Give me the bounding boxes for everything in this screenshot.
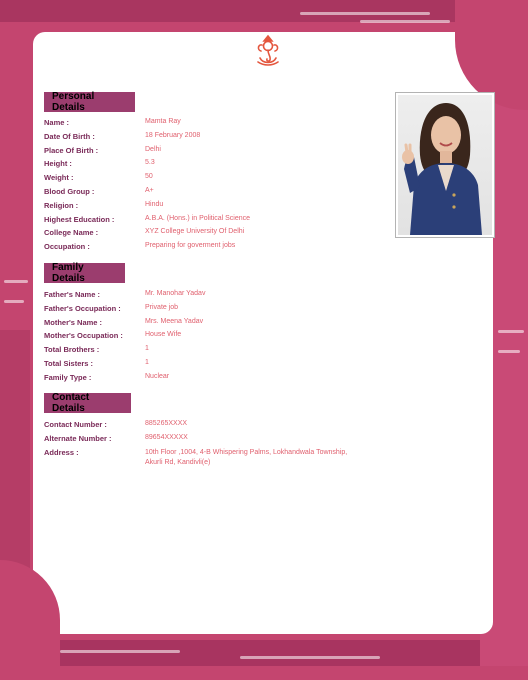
personal-detail-row	[44, 215, 374, 227]
personal-detail-value: 18 February 2008	[145, 131, 201, 139]
background-band	[0, 640, 528, 666]
family-detail-row	[44, 331, 374, 343]
personal-detail-value: A.B.A. (Hons.) in Political Science	[145, 214, 251, 222]
personal-detail-row	[44, 118, 374, 130]
family-detail-label: Mother's Name :	[44, 317, 103, 327]
background-band	[0, 0, 528, 22]
personal-detail-label: Name :	[44, 118, 70, 127]
contact-detail-label: Alternate Number :	[44, 433, 112, 443]
contact-detail-value: 885265XXXX	[145, 420, 188, 427]
family-detail-value: Mr. Manohar Yadav	[145, 290, 206, 297]
family-detail-value: 1	[145, 359, 149, 366]
brush-streak	[60, 650, 180, 653]
brush-streak	[300, 12, 430, 15]
family-detail-value: Private job	[145, 303, 179, 311]
family-detail-row	[44, 318, 374, 330]
personal-detail-value: 5.3	[145, 159, 155, 167]
brush-streak	[498, 350, 520, 353]
personal-detail-row	[44, 201, 374, 213]
contact-detail-row	[44, 447, 374, 466]
family-detail-value: House Wife	[145, 331, 182, 339]
family-detail-value: Mrs. Meena Yadav	[145, 317, 204, 325]
family-detail-value: 1	[145, 345, 149, 353]
personal-detail-value: Hindu	[145, 200, 164, 208]
personal-detail-label: Weight :	[44, 173, 74, 183]
personal-detail-row	[44, 146, 374, 158]
personal-detail-label: Highest Education :	[44, 214, 115, 224]
family-detail-row	[44, 345, 374, 357]
personal-detail-row	[44, 242, 374, 254]
personal-detail-label: College Name :	[44, 228, 99, 238]
personal-detail-value: Delhi	[145, 145, 161, 153]
personal-detail-label: Religion :	[44, 200, 79, 210]
personal-detail-value: 50	[145, 173, 153, 181]
brush-streak	[498, 330, 524, 333]
family-details-header: Family Details	[44, 263, 125, 283]
personal-detail-label: Place Of Birth :	[44, 145, 99, 155]
personal-detail-value: A+	[145, 187, 154, 194]
personal-detail-label: Date Of Birth :	[44, 131, 95, 141]
brush-streak	[4, 300, 24, 303]
contact-details-header: Contact Details	[44, 393, 131, 413]
brush-streak	[4, 280, 28, 283]
personal-detail-value: XYZ College University Of Delhi	[145, 228, 245, 236]
profile-photo-frame	[395, 92, 495, 238]
family-detail-label: Father's Name :	[44, 290, 100, 299]
personal-detail-label: Height :	[44, 159, 72, 169]
contact-detail-value: 10th Floor ,1004, 4-B Whispering Palms, Lokhandwala Township, Akurli Rd, Kandivli(e)	[145, 448, 348, 466]
personal-detail-row	[44, 228, 374, 240]
personal-detail-row	[44, 187, 374, 199]
family-detail-row	[44, 373, 374, 385]
personal-detail-label: Blood Group :	[44, 187, 95, 196]
personal-detail-value: Preparing for goverment jobs	[145, 242, 236, 250]
personal-detail-value: Mamta Ray	[145, 118, 181, 125]
family-detail-label: Total Brothers :	[44, 345, 100, 355]
family-detail-row	[44, 304, 374, 316]
contact-detail-row	[44, 434, 374, 446]
personal-detail-label: Occupation :	[44, 242, 90, 252]
family-detail-label: Total Sisters :	[44, 359, 94, 368]
personal-detail-row	[44, 173, 374, 185]
brush-streak	[360, 20, 450, 23]
family-detail-row	[44, 359, 374, 371]
family-detail-label: Father's Occupation :	[44, 303, 121, 313]
family-detail-label: Mother's Occupation :	[44, 331, 123, 341]
personal-detail-row	[44, 159, 374, 171]
brush-streak	[240, 656, 380, 659]
contact-detail-label: Address :	[44, 447, 79, 457]
family-detail-row	[44, 290, 374, 302]
contact-detail-row	[44, 420, 374, 432]
family-detail-label: Family Type :	[44, 372, 92, 382]
personal-details-header: Personal Details	[44, 92, 135, 112]
family-detail-value: Nuclear	[145, 372, 170, 380]
personal-detail-row	[44, 132, 374, 144]
ganesha-icon	[254, 34, 282, 66]
profile-photo	[398, 95, 492, 235]
contact-detail-label: Contact Number :	[44, 420, 107, 429]
contact-detail-value: 89654XXXXX	[145, 433, 188, 441]
